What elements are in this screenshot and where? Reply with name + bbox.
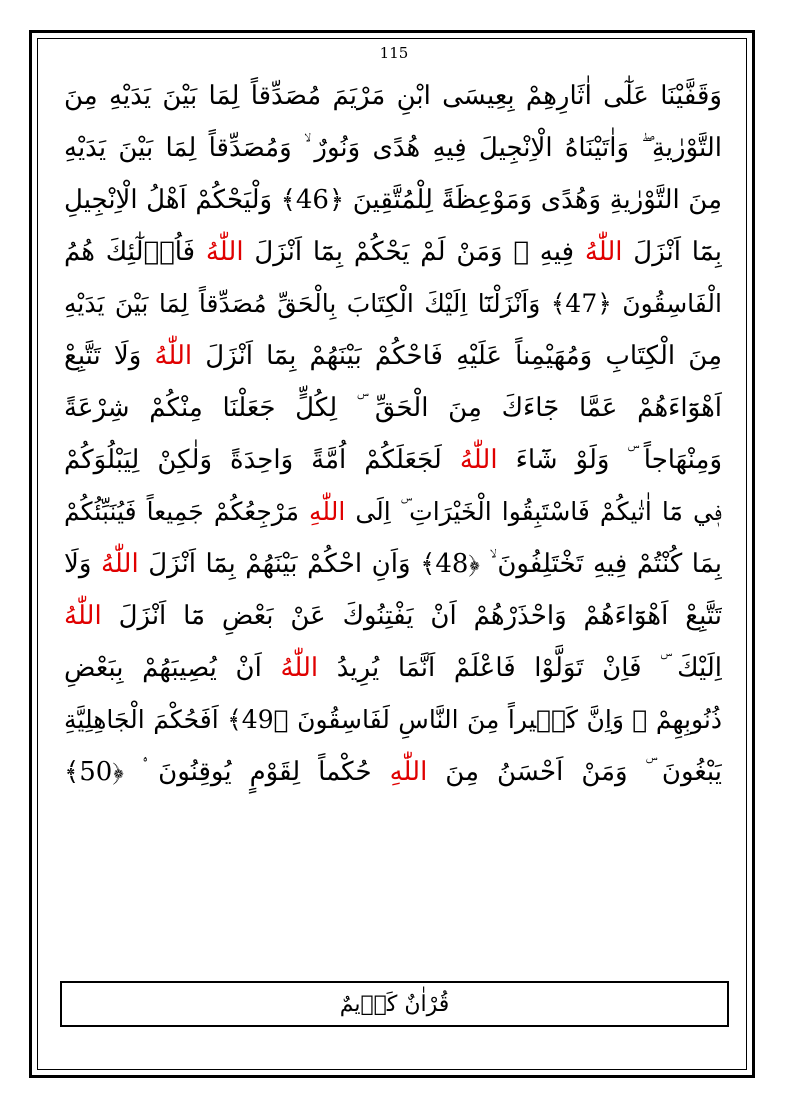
verse-line: [64, 642, 722, 694]
verse-text: وَمِنْهَاجاً ۜ وَلَوْ شَٓاءَ: [497, 445, 722, 475]
verse-text: وَقَفَّيْنَا عَلٰٓى اٰثَارِهِمْ بِعِيسَى ابْنِ مَرْيَمَ مُصَدِّقاً لِمَا بَيْنَ يَدَيْهِ مِنَ: [64, 81, 722, 111]
verse-text: يَبْغُونَ ۜ وَمَنْ اَحْسَنُ مِنَ: [427, 757, 722, 787]
verse-text: الْفَاسِقُونَ ﴿47﴾ وَاَنْزَلْنَٓا اِلَيْكَ الْكِتَابَ بِالْحَقِّ مُصَدِّقاً لِمَا بَيْنَ يَدَيْهِ: [64, 289, 722, 318]
verse-text: تَتَّبِعْ اَهْوَٓاءَهُمْ وَاحْذَرْهُمْ اَنْ يَفْتِنُوكَ عَنْ بَعْضِ مَٓا اَنْزَلَ: [101, 601, 722, 631]
divine-name-red: اللّٰهُ: [100, 549, 139, 579]
verse-line: [64, 70, 722, 122]
verse-text: اَهْوَٓاءَهُمْ عَمَّا جَٓاءَكَ مِنَ الْحَقِّ ۜ لِكُلٍّ جَعَلْنَا مِنْكُمْ شِرْعَةً: [64, 393, 722, 423]
verse-text: مِنَ الْكِتَابِ وَمُهَيْمِناً عَلَيْهِ فَاحْكُمْ بَيْنَهُمْ بِمَٓا اَنْزَلَ: [192, 341, 722, 371]
verse-line: [64, 122, 722, 174]
divine-name-red: اللّٰهُ: [205, 237, 244, 267]
divine-name-red: اللّٰهُ: [64, 601, 102, 631]
divine-name-red: اللّٰهُ: [280, 653, 319, 683]
verse-line: [64, 278, 722, 330]
footer-box: [60, 981, 729, 1027]
divine-name-red: اللّٰهُ: [154, 341, 193, 371]
verse-line: [64, 486, 722, 538]
verse-text: ذُنُوبِهِمْ ۜ وَاِنَّ كَثٖيراً مِنَ النَّاسِ لَفَاسِقُونَ ﴿49﴾ اَفَحُكْمَ الْجَاهِلِيَّةِ: [64, 705, 722, 734]
verse-line: [64, 590, 722, 642]
verse-line: [64, 746, 722, 798]
verse-line: [64, 434, 722, 486]
divine-name-red: اللّٰهُ: [584, 237, 623, 267]
verse-text: اِلَيْكَ ۜ فَاِنْ تَوَلَّوْا فَاعْلَمْ اَنَّمَا يُرِيدُ: [318, 653, 722, 683]
divine-name-red: اللّٰهُ: [459, 445, 498, 475]
verse-text: بِمَٓا اَنْزَلَ: [622, 237, 722, 267]
verse-text: وَلَا: [64, 549, 101, 579]
verse-text: اَنْ يُصِيبَهُمْ بِبَعْضِ: [64, 653, 281, 683]
quran-text-block: [64, 70, 722, 798]
verse-text: فَاُو۬لٰٓئِكَ هُمُ: [64, 237, 206, 267]
verse-line: [64, 538, 722, 590]
verse-text: التَّوْرٰيةِ ۖ وَاٰتَيْنَاهُ الْاِنْجِيلَ فِيهِ هُدًى وَنُورٌ ۙ وَمُصَدِّقاً لِمَا بَيْنَ يَدَيْهِ: [64, 133, 722, 163]
verse-text: وَلَا تَتَّبِعْ: [64, 341, 155, 371]
verse-line: [64, 226, 722, 278]
verse-text: حُكْماً لِقَوْمٍ يُوقِنُونَ ۟ ﴿50﴾: [64, 757, 390, 787]
verse-text: فٖي مَٓا اٰتٰيكُمْ فَاسْتَبِقُوا الْخَيْرَاتِ ۜ اِلَى: [345, 497, 722, 526]
verse-text: فِيهِ ۜ وَمَنْ لَمْ يَحْكُمْ بِمَٓا اَنْزَلَ: [243, 237, 585, 267]
verse-line: [64, 174, 722, 226]
verse-text: بِمَا كُنْتُمْ فِيهِ تَخْتَلِفُونَ ۙ ﴿48﴾ وَاَنِ احْكُمْ بَيْنَهُمْ بِمَٓا اَنْزَلَ: [138, 549, 722, 579]
verse-text: مِنَ التَّوْرٰيةِ وَهُدًى وَمَوْعِظَةً لِلْمُتَّقِينَ ﴿46﴾ وَلْيَحْكُمْ اَهْلُ الْاِنْجِيلِ: [64, 185, 722, 215]
footer-title: قُرْاٰنٌ كَرٖيمٌ: [339, 992, 450, 1017]
verse-line: [64, 694, 722, 746]
page-number: 115: [379, 44, 409, 62]
divine-name-red: اللّٰهِ: [309, 497, 346, 526]
verse-line: [64, 330, 722, 382]
divine-name-red: اللّٰهِ: [389, 757, 428, 787]
verse-text: لَجَعَلَكُمْ اُمَّةً وَاحِدَةً وَلٰكِنْ لِيَبْلُوَكُمْ: [64, 445, 460, 475]
verse-text: مَرْجِعُكُمْ جَمِيعاً فَيُنَبِّئُكُمْ: [64, 497, 310, 526]
verse-line: [64, 382, 722, 434]
